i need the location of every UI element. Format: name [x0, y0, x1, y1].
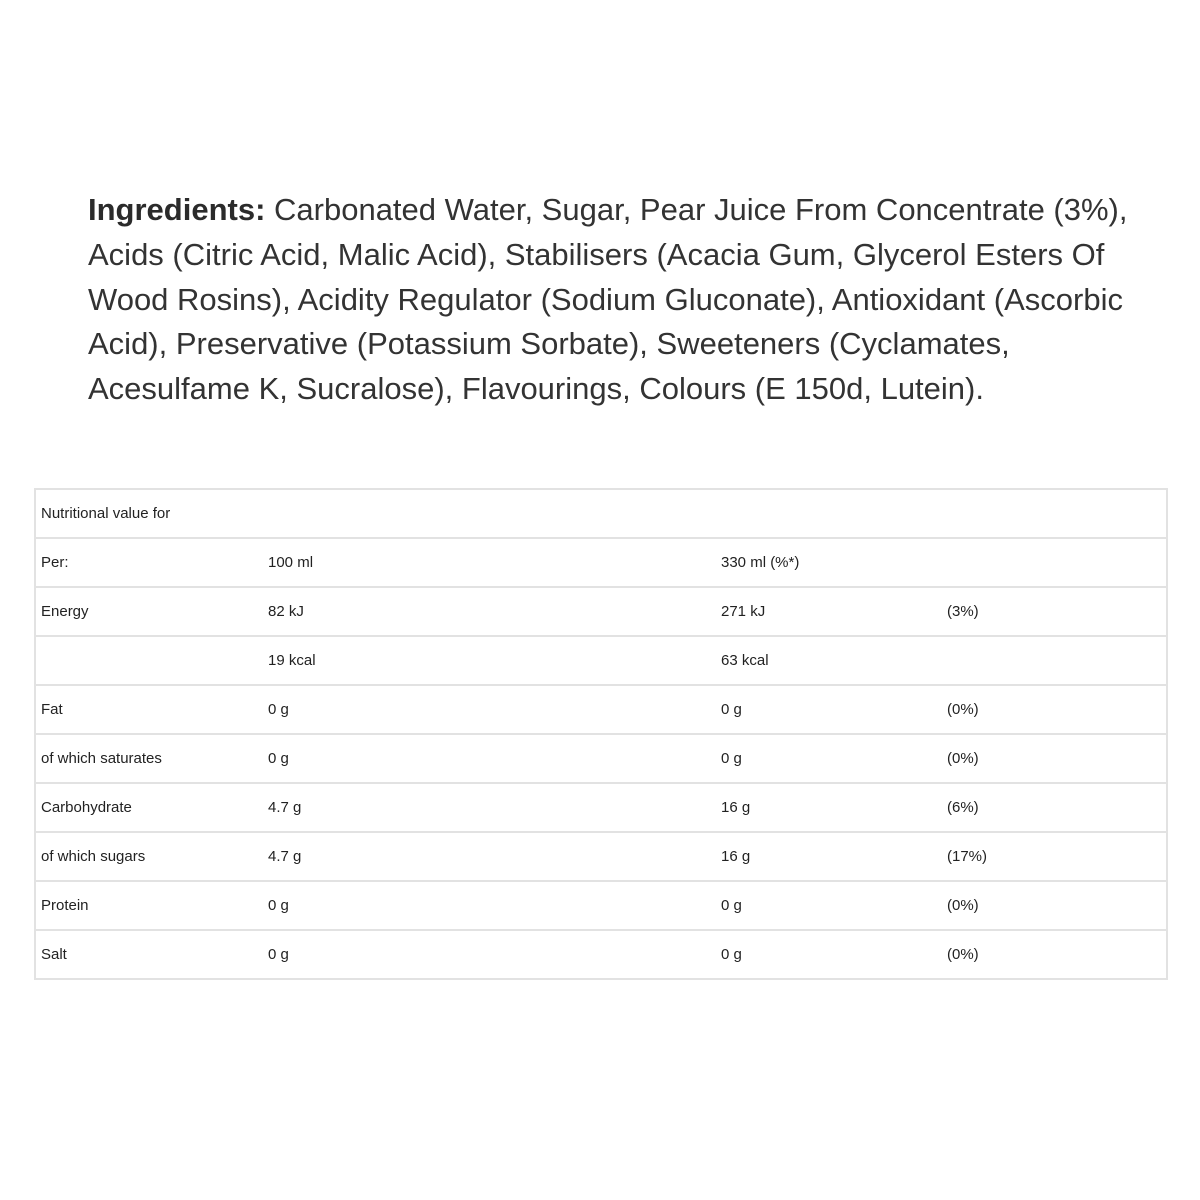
- table-row: [35, 685, 1167, 734]
- nutrient-name: [35, 636, 263, 685]
- reference-intake-percent: [942, 636, 1167, 685]
- ingredients-label: Ingredients:: [88, 192, 266, 227]
- reference-intake-percent: (0%): [942, 685, 1167, 734]
- reference-intake-percent: (6%): [942, 783, 1167, 832]
- value-per-100ml: 0 g: [263, 734, 716, 783]
- value-per-100ml: 4.7 g: [263, 832, 716, 881]
- reference-intake-percent: (17%): [942, 832, 1167, 881]
- nutrient-name: Protein: [35, 881, 263, 930]
- table-row: [35, 734, 1167, 783]
- nutrient-name: Fat: [35, 685, 263, 734]
- table-row: [35, 636, 1167, 685]
- value-per-100ml: 82 kJ: [263, 587, 716, 636]
- nutrient-name: of which saturates: [35, 734, 263, 783]
- value-per-330ml: 330 ml (%*): [716, 538, 942, 587]
- nutrient-name: Energy: [35, 587, 263, 636]
- reference-intake-percent: (0%): [942, 881, 1167, 930]
- nutrient-name: Carbohydrate: [35, 783, 263, 832]
- value-per-330ml: 0 g: [716, 881, 942, 930]
- table-row: [35, 930, 1167, 979]
- reference-intake-percent: (0%): [942, 734, 1167, 783]
- ingredients-paragraph: [88, 188, 1138, 412]
- nutrition-table: [34, 488, 1168, 980]
- table-row: [35, 783, 1167, 832]
- nutrient-name: Salt: [41, 946, 67, 963]
- value-per-100ml: 0 g: [263, 685, 716, 734]
- value-per-100ml: 0 g: [268, 946, 289, 963]
- table-row: [35, 881, 1167, 930]
- value-per-330ml: 0 g: [716, 685, 942, 734]
- reference-intake-percent: (0%): [947, 946, 979, 963]
- table-row: [35, 538, 1167, 587]
- table-row: [35, 587, 1167, 636]
- reference-intake-percent: (3%): [942, 587, 1167, 636]
- value-per-100ml: 4.7 g: [263, 783, 716, 832]
- ingredients-text: Carbonated Water, Sugar, Pear Juice From Concentrate (3%), Acids (Citric Acid, Malic Acid), Stabilisers (Acacia Gum, Glycerol Esters Of Wood Rosins), Acidity Regulator (Sodium Gluconate), Antioxidant (Ascorbic Acid), Preservative (Potassium Sorbate), Sweeteners (Cyclamates, Acesulfame K, Sucralose), Flavourings, Colours (E 150d, Lutein).: [88, 192, 1128, 407]
- value-per-330ml: 271 kJ: [716, 587, 942, 636]
- nutrition-title: Nutritional value for: [35, 489, 1167, 538]
- value-per-330ml: 0 g: [716, 734, 942, 783]
- value-per-100ml: 0 g: [263, 881, 716, 930]
- value-per-330ml: 63 kcal: [716, 636, 942, 685]
- value-per-330ml: 0 g: [721, 946, 742, 963]
- value-per-330ml: 16 g: [716, 832, 942, 881]
- value-per-330ml: 16 g: [716, 783, 942, 832]
- table-row: [35, 832, 1167, 881]
- nutrition-title-row: [35, 489, 1167, 538]
- reference-intake-percent: [942, 538, 1167, 587]
- nutrient-name: of which sugars: [35, 832, 263, 881]
- value-per-100ml: 19 kcal: [263, 636, 716, 685]
- nutrient-name: Per:: [35, 538, 263, 587]
- value-per-100ml: 100 ml: [263, 538, 716, 587]
